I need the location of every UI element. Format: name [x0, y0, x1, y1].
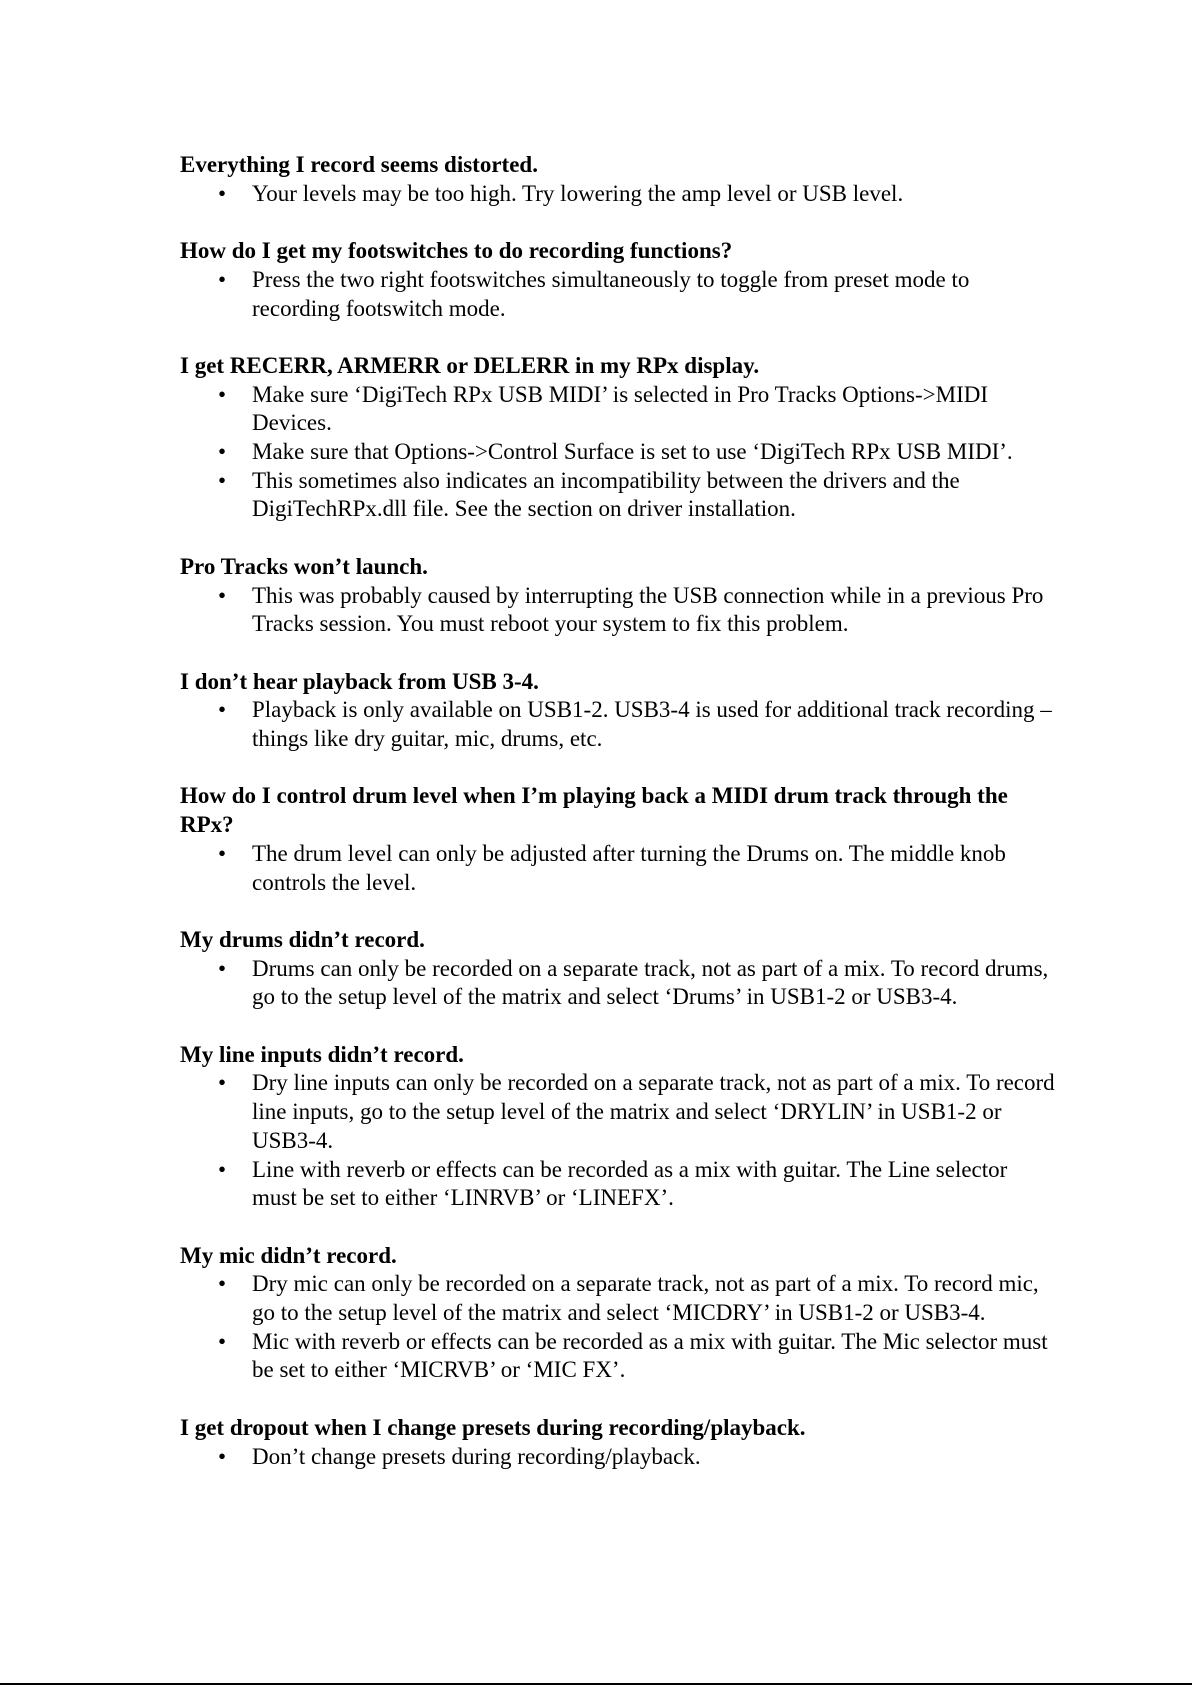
question-line: I get RECERR, ARMERR or DELERR in my RPx display.	[180, 352, 760, 378]
answer-line: go to the setup level of the matrix and select ‘MICDRY’ in USB1-2 or USB3-4.	[252, 1300, 986, 1325]
faq-section	[180, 926, 1120, 1012]
faq-question	[180, 1242, 1120, 1271]
answer-line: line inputs, go to the setup level of the matrix and select ‘DRYLIN’ in USB1-2 or	[252, 1099, 1002, 1125]
bullet-icon: •	[218, 582, 227, 608]
question-line: Pro Tracks won’t launch.	[180, 553, 428, 579]
question-line: My line inputs didn’t record.	[180, 1041, 464, 1067]
document-page	[180, 151, 1120, 1500]
answer-line: must be set to either ‘LINRVB’ or ‘LINEFX’.	[252, 1185, 674, 1211]
answer-line: controls the level.	[252, 869, 417, 895]
faq-answer-bullet	[180, 467, 1120, 524]
faq-question	[180, 151, 1120, 180]
bullet-icon: •	[218, 1328, 227, 1354]
question-line: How do I get my footswitches to do recording functions?	[180, 238, 733, 264]
faq-answer-bullet	[180, 1443, 1120, 1472]
faq-section	[180, 782, 1120, 897]
answer-line: USB3-4.	[252, 1127, 334, 1153]
answer-line: recording footswitch mode.	[252, 295, 506, 321]
faq-section	[180, 553, 1120, 639]
faq-answer-bullet	[180, 1069, 1120, 1155]
faq-question	[180, 1041, 1120, 1070]
faq-answer-bullet	[180, 1328, 1120, 1385]
faq-question	[180, 352, 1120, 381]
answer-line: Tracks session. You must reboot your system to fix this problem.	[252, 611, 849, 637]
bullet-icon: •	[218, 381, 227, 407]
question-line: Everything I record seems distorted.	[180, 152, 538, 177]
bullet-icon: •	[218, 1271, 227, 1297]
faq-section	[180, 1242, 1120, 1386]
answer-line: Devices.	[252, 410, 332, 436]
answer-line: Make sure that Options->Control Surface is set to use ‘DigiTech RPx USB MIDI’.	[252, 439, 1013, 464]
faq-section	[180, 151, 1120, 208]
bullet-icon: •	[218, 697, 227, 723]
answer-line: Line with reverb or effects can be recorded as a mix with guitar. The Line selector	[252, 1156, 1008, 1182]
faq-answer-bullet	[180, 381, 1120, 438]
faq-answer-bullet	[180, 1270, 1120, 1327]
answer-line: The drum level can only be adjusted after turning the Drums on. The middle knob	[252, 840, 1006, 866]
answer-line: Make sure ‘DigiTech RPx USB MIDI’ is selected in Pro Tracks Options->MIDI	[252, 381, 988, 407]
answer-line: DigiTechRPx.dll file. See the section on driver installation.	[252, 496, 796, 522]
faq-section	[180, 352, 1120, 524]
answer-line: Press the two right footswitches simultaneously to toggle from preset mode to	[252, 266, 970, 292]
answer-line: go to the setup level of the matrix and select ‘Drums’ in USB1-2 or USB3-4.	[252, 984, 958, 1010]
question-line: My mic didn’t record.	[180, 1242, 397, 1268]
faq-section	[180, 1414, 1120, 1471]
bullet-icon: •	[218, 180, 227, 206]
bullet-icon: •	[218, 1443, 227, 1469]
answer-line: Drums can only be recorded on a separate track, not as part of a mix. To record drums,	[252, 955, 1049, 981]
faq-answer-bullet	[180, 840, 1120, 897]
answer-line: Mic with reverb or effects can be recorded as a mix with guitar. The Mic selector must	[252, 1328, 1048, 1354]
faq-section	[180, 1041, 1120, 1213]
faq-section	[180, 668, 1120, 754]
answer-line: This sometimes also indicates an incompatibility between the drivers and the	[252, 467, 960, 493]
faq-question	[180, 668, 1120, 697]
answer-line: Dry mic can only be recorded on a separate track, not as part of a mix. To record mic,	[252, 1271, 1039, 1297]
question-line: How do I control drum level when I’m playing back a MIDI drum track through the	[180, 783, 1008, 809]
question-line: RPx?	[180, 812, 234, 838]
bullet-icon: •	[218, 955, 227, 981]
answer-line: Playback is only available on USB1-2. USB3-4 is used for additional track recording –	[252, 697, 1052, 723]
faq-question	[180, 237, 1120, 266]
faq-question	[180, 1414, 1120, 1443]
question-line: I get dropout when I change presets during recording/playback.	[180, 1414, 806, 1440]
question-line: I don’t hear playback from USB 3-4.	[180, 668, 539, 694]
faq-answer-bullet	[180, 438, 1120, 467]
faq-question	[180, 553, 1120, 582]
answer-line: be set to either ‘MICRVB’ or ‘MIC FX’.	[252, 1357, 626, 1383]
question-line: My drums didn’t record.	[180, 926, 425, 952]
faq-answer-bullet	[180, 955, 1120, 1012]
faq-answer-bullet	[180, 582, 1120, 639]
bullet-icon: •	[218, 1070, 227, 1096]
bullet-icon: •	[218, 266, 227, 292]
bullet-icon: •	[218, 1156, 227, 1182]
answer-line: Dry line inputs can only be recorded on a separate track, not as part of a mix. To record	[252, 1070, 1055, 1096]
faq-answer-bullet	[180, 696, 1120, 753]
faq-answer-bullet	[180, 180, 1120, 209]
faq-section	[180, 237, 1120, 323]
bullet-icon: •	[218, 439, 227, 464]
faq-question	[180, 926, 1120, 955]
faq-answer-bullet	[180, 266, 1120, 323]
answer-line: Don’t change presets during recording/playback.	[252, 1443, 701, 1469]
answer-line: things like dry guitar, mic, drums, etc.	[252, 726, 603, 751]
faq-question	[180, 782, 1120, 839]
answer-line: Your levels may be too high. Try lowering the amp level or USB level.	[252, 180, 904, 206]
bullet-icon: •	[218, 840, 227, 866]
answer-line: This was probably caused by interrupting the USB connection while in a previous Pro	[252, 582, 1044, 608]
faq-answer-bullet	[180, 1156, 1120, 1213]
bullet-icon: •	[218, 467, 227, 493]
